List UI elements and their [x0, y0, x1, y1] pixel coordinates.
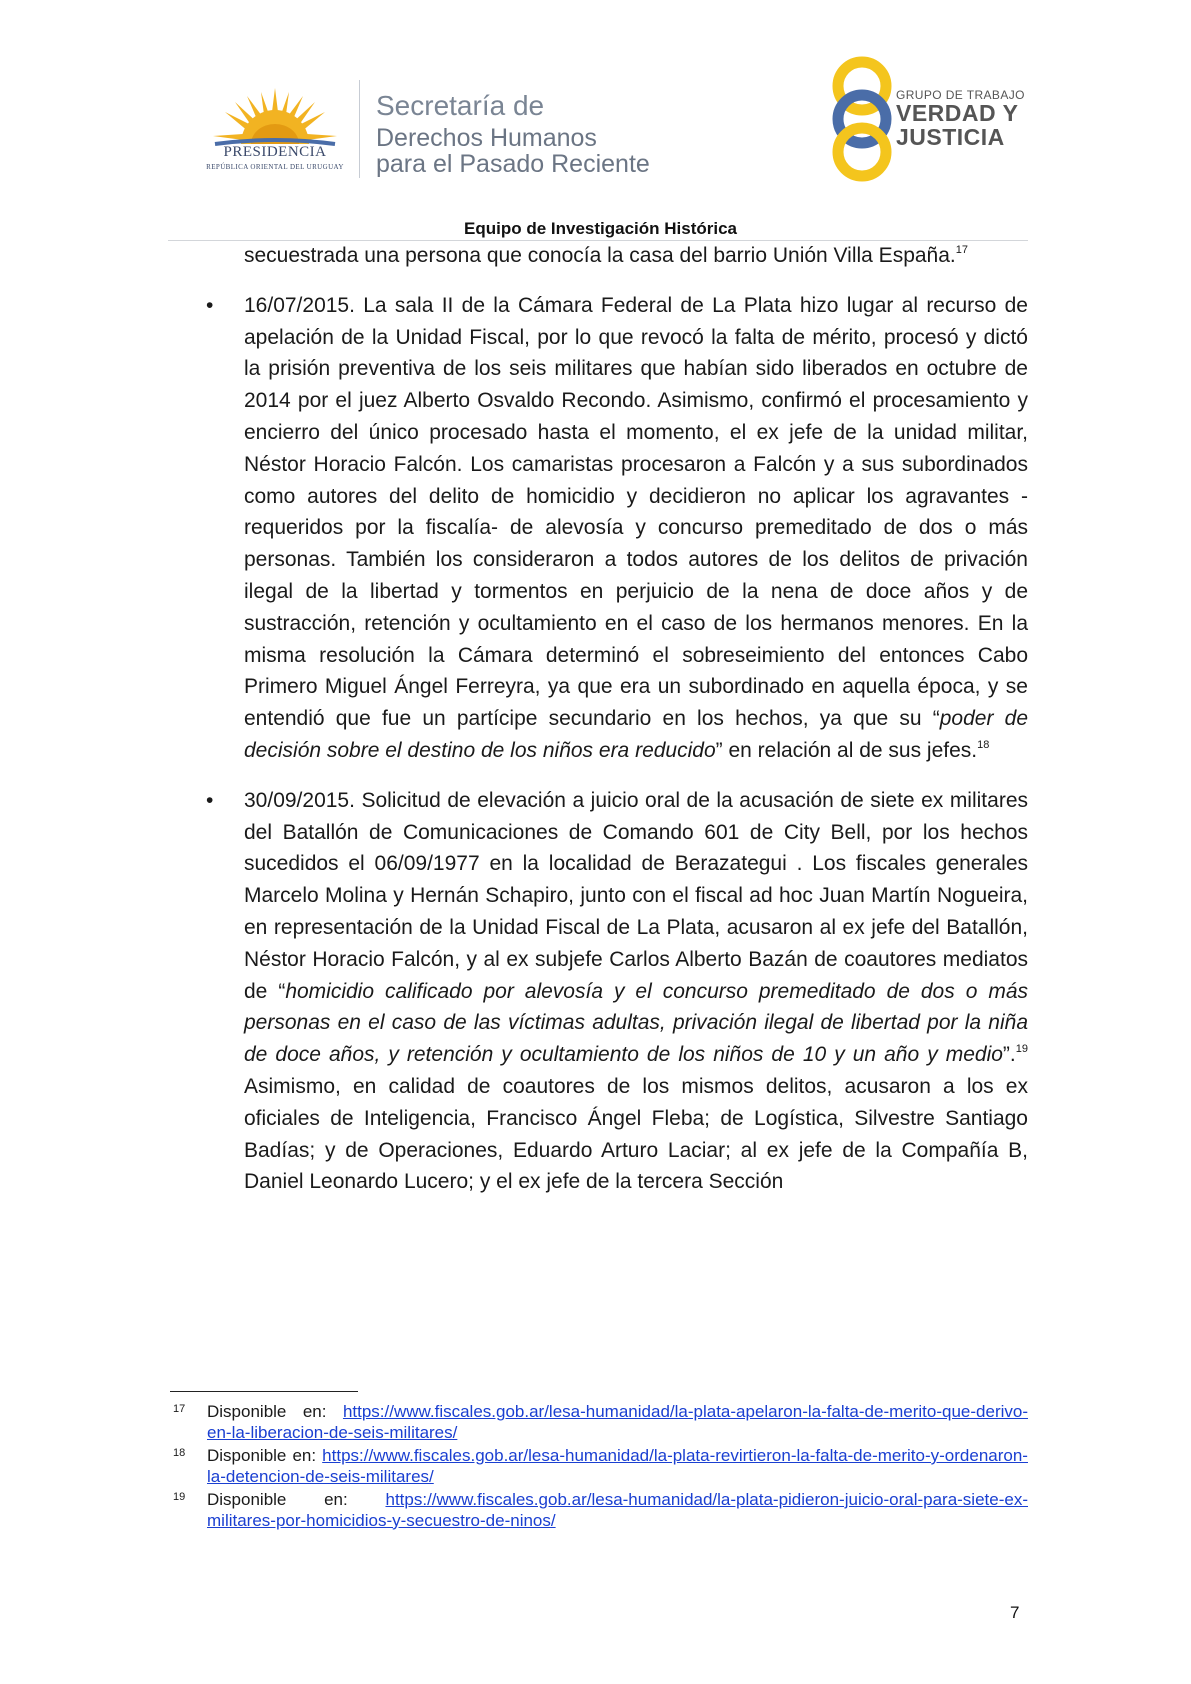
item-1-after: ” en relación al de sus jefes.: [715, 738, 978, 762]
footnote-separator: [170, 1391, 358, 1392]
continued-paragraph: [170, 240, 1028, 272]
footnote-link[interactable]: https://www.fiscales.gob.ar/lesa-humanidad/la-plata-pidieron-juicio-oral-para-siete-ex-militares-por-homicidios-y-secuestro-de-ninos/: [207, 1490, 1028, 1530]
footnote-number: 19: [173, 1491, 186, 1503]
list-item: [170, 785, 1028, 1198]
footnote-label: Disponible en:: [207, 1446, 317, 1465]
continued-text: secuestrada una persona que conocía la casa del barrio Unión Villa España.: [244, 244, 956, 267]
footnote-ref-18: 18: [977, 738, 990, 751]
justicia-label: JUSTICIA: [896, 124, 1005, 150]
footnote-link[interactable]: https://www.fiscales.gob.ar/lesa-humanidad/la-plata-apelaron-la-falta-de-merito-que-derivo-en-la-liberacion-de-seis-militares/: [207, 1402, 1028, 1442]
page-number: 7: [1010, 1603, 1020, 1622]
footnote-link[interactable]: https://www.fiscales.gob.ar/lesa-humanidad/la-plata-revirtieron-la-falta-de-merito-y-ordenaron-la-detencion-de-seis-militares/: [207, 1446, 1028, 1486]
item-2-text: 30/09/2015. Solicitud de elevación a juicio oral de la acusación de siete ex militares del Batallón de Comunicaciones de Comando 601 de City Bell, por los hechos sucedidos el 06/09/1977 en la localidad de Berazategui . Los fiscales generales Marcelo Molina y Hernán Schapiro, junto con el fiscal ad hoc Juan Martín Nogueira, en representación de la Unidad Fiscal de La Plata, acusaron al ex jefe del Batallón, Néstor Horacio Falcón, y al ex subjefe Carlos Alberto Bazán de coautores mediatos de “: [244, 788, 1028, 1003]
secretaria-line-2: Derechos Humanos: [376, 124, 597, 152]
footnote-ref-19: 19: [1015, 1043, 1028, 1056]
secretaria-line-1: Secretaría de: [376, 90, 545, 121]
bullet: •: [206, 293, 214, 317]
footnote-19: [170, 1490, 1028, 1531]
team-title: Equipo de Investigación Histórica: [464, 219, 737, 238]
item-1-quote: poder de decisión sobre el destino de los niños era reducido: [244, 707, 1028, 762]
grupo-trabajo-label: GRUPO DE TRABAJO: [896, 88, 1025, 102]
document-body: [170, 240, 1028, 1198]
footnote-17: [170, 1402, 1028, 1443]
presidencia-subtitle: REPÚBLICA ORIENTAL DEL URUGUAY: [206, 163, 344, 171]
item-2-mid: ”.: [1002, 1043, 1016, 1067]
verdad-label: VERDAD Y: [896, 100, 1019, 126]
footnote-label: Disponible en:: [207, 1490, 348, 1509]
presidencia-title: PRESIDENCIA: [223, 144, 327, 160]
list-item: [170, 290, 1028, 767]
secretaria-line-3: para el Pasado Reciente: [376, 150, 650, 178]
page-header: [0, 0, 1191, 240]
verdad-justicia-rings-logo: [822, 56, 902, 182]
footnote-label: Disponible en:: [207, 1402, 327, 1421]
footnote-18: [170, 1446, 1028, 1487]
footnote-number: 17: [173, 1403, 186, 1415]
footnote-ref-17: 17: [955, 244, 968, 256]
header-divider: [359, 80, 360, 178]
bullet: •: [206, 788, 214, 812]
item-2-quote: homicidio calificado por alevosía y el concurso premeditado de dos o más personas en el caso de las víctimas adultas, privación ilegal de libertad por la niña de doce años, y retención y ocultamiento de los niños de 10 y un año y medio: [244, 979, 1028, 1067]
item-1-text: 16/07/2015. La sala II de la Cámara Federal de La Plata hizo lugar al recurso de apelación de la Unidad Fiscal, por lo que revocó la falta de mérito, procesó y dictó la prisión preventiva de los seis militares que habían sido liberados en octubre de 2014 por el juez Alberto Osvaldo Recondo. Asimismo, confirmó el procesamiento y encierro del único procesado hasta el momento, el ex jefe de la unidad militar, Néstor Horacio Falcón. Los camaristas procesaron a Falcón y a sus subordinados como autores del delito de homicidio y decidieron no aplicar los agravantes -requeridos por la fiscalía- de alevosía y concurso premeditado de dos o más personas. También los consideraron a todos autores de los delitos de privación ilegal de la libertad y tormentos en perjuicio de la nena de doce años y de sustracción, retención y ocultamiento en el caso de los hermanos menores. En la misma resolución la Cámara determinó el sobreseimiento del entonces Cabo Primero Miguel Ángel Ferreyra, ya que era un subordinado en aquella época, y se entendió que fue un partícipe secundario en los hechos, ya que su “: [244, 293, 1028, 731]
item-2-after: Asimismo, en calidad de coautores de los mismos delitos, acusaron a los ex oficiales de Inteligencia, Francisco Ángel Fleba; de Logística, Silvestre Santiago Badías; y de Operaciones, Eduardo Arturo Laciar; al ex jefe de la Compañía B, Daniel Leonardo Lucero; y el ex jefe de la tercera Sección: [244, 1074, 1028, 1194]
footnote-number: 18: [173, 1447, 186, 1459]
footnotes: [170, 1402, 1028, 1534]
